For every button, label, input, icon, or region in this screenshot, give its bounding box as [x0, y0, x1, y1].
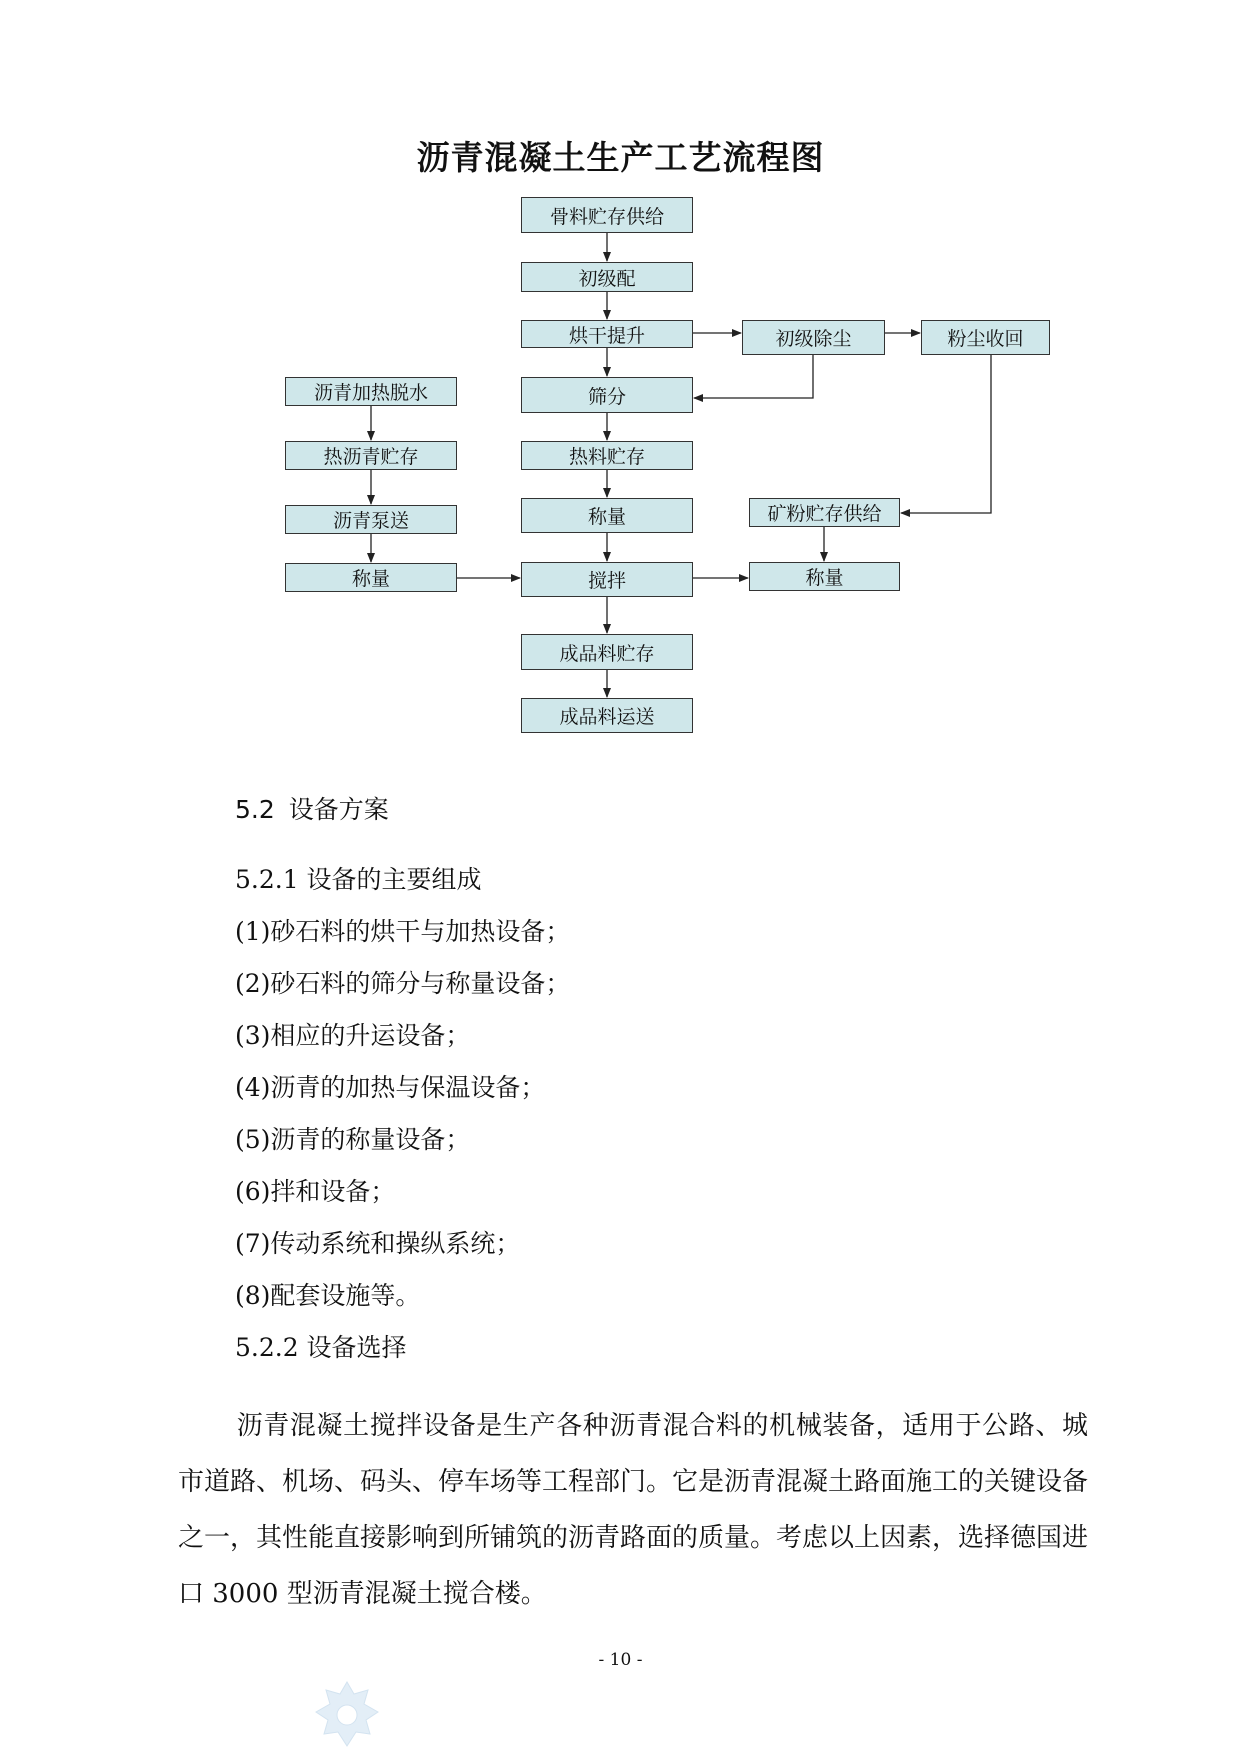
flow-box-asphalt-heating: 沥青加热脱水	[285, 377, 457, 406]
list-item: (4)沥青的加热与保温设备；	[235, 1073, 546, 1102]
arrow-recovery-to-powder-supply	[901, 355, 991, 513]
list-item: (3)相应的升运设备；	[235, 1021, 471, 1050]
body-paragraph	[178, 1398, 1088, 1622]
flowchart-arrows	[0, 0, 1241, 760]
flow-box-primary-grading: 初级配	[521, 262, 693, 292]
list-item: (6)拌和设备；	[235, 1177, 396, 1206]
flow-box-drying-lifting: 烘干提升	[521, 320, 693, 348]
flow-box-hot-material-storage: 热料贮存	[521, 441, 693, 470]
subsection-heading-1: 5.2.1 设备的主要组成	[235, 865, 482, 894]
flow-box-mineral-powder-supply: 矿粉贮存供给	[749, 498, 900, 527]
flow-box-primary-dust-removal: 初级除尘	[742, 320, 885, 355]
list-item: (1)砂石料的烘干与加热设备；	[235, 917, 571, 946]
list-item: (8)配套设施等。	[235, 1281, 421, 1310]
flowchart	[0, 0, 1241, 760]
flow-box-hot-asphalt-storage: 热沥青贮存	[285, 441, 457, 470]
arrow-dust-removal-to-screening	[694, 355, 813, 398]
section-title: 设备方案	[288, 795, 389, 824]
section-number: 5.2	[235, 795, 275, 824]
subsection-heading-2: 5.2.2 设备选择	[235, 1333, 407, 1362]
flow-box-mixing: 搅拌	[521, 562, 693, 597]
flow-box-dust-recovery: 粉尘收回	[921, 320, 1050, 355]
flow-box-weighing-aggregate: 称量	[521, 498, 693, 533]
flow-box-aggregate-supply: 骨料贮存供给	[521, 197, 693, 233]
list-item: (2)砂石料的筛分与称量设备；	[235, 969, 571, 998]
page-number: - 10 -	[598, 1650, 643, 1670]
flow-box-weighing-powder: 称量	[749, 562, 900, 591]
flow-box-finished-storage: 成品料贮存	[521, 634, 693, 670]
paragraph-text: 沥青混凝土搅拌设备是生产各种沥青混合料的机械装备，适用于公路、城市道路、机场、码头、停车场等工程部门。它是沥青混凝土路面施工的关键设备之一，其性能直接影响到所铺筑的沥青路面的质量。考虑以上因素，选择德国进口 3000 型沥青混凝土搅合楼。	[178, 1411, 1089, 1609]
watermark-snowflake-icon	[312, 1680, 382, 1750]
flowchart-title: 沥青混凝土生产工艺流程图	[416, 138, 825, 177]
flow-box-screening: 筛分	[521, 377, 693, 413]
section-heading	[235, 790, 389, 826]
flow-box-weighing-asphalt: 称量	[285, 563, 457, 592]
flow-box-asphalt-pumping: 沥青泵送	[285, 505, 457, 534]
list-item: (7)传动系统和操纵系统；	[235, 1229, 521, 1258]
flow-box-finished-transport: 成品料运送	[521, 698, 693, 733]
list-item: (5)沥青的称量设备；	[235, 1125, 471, 1154]
